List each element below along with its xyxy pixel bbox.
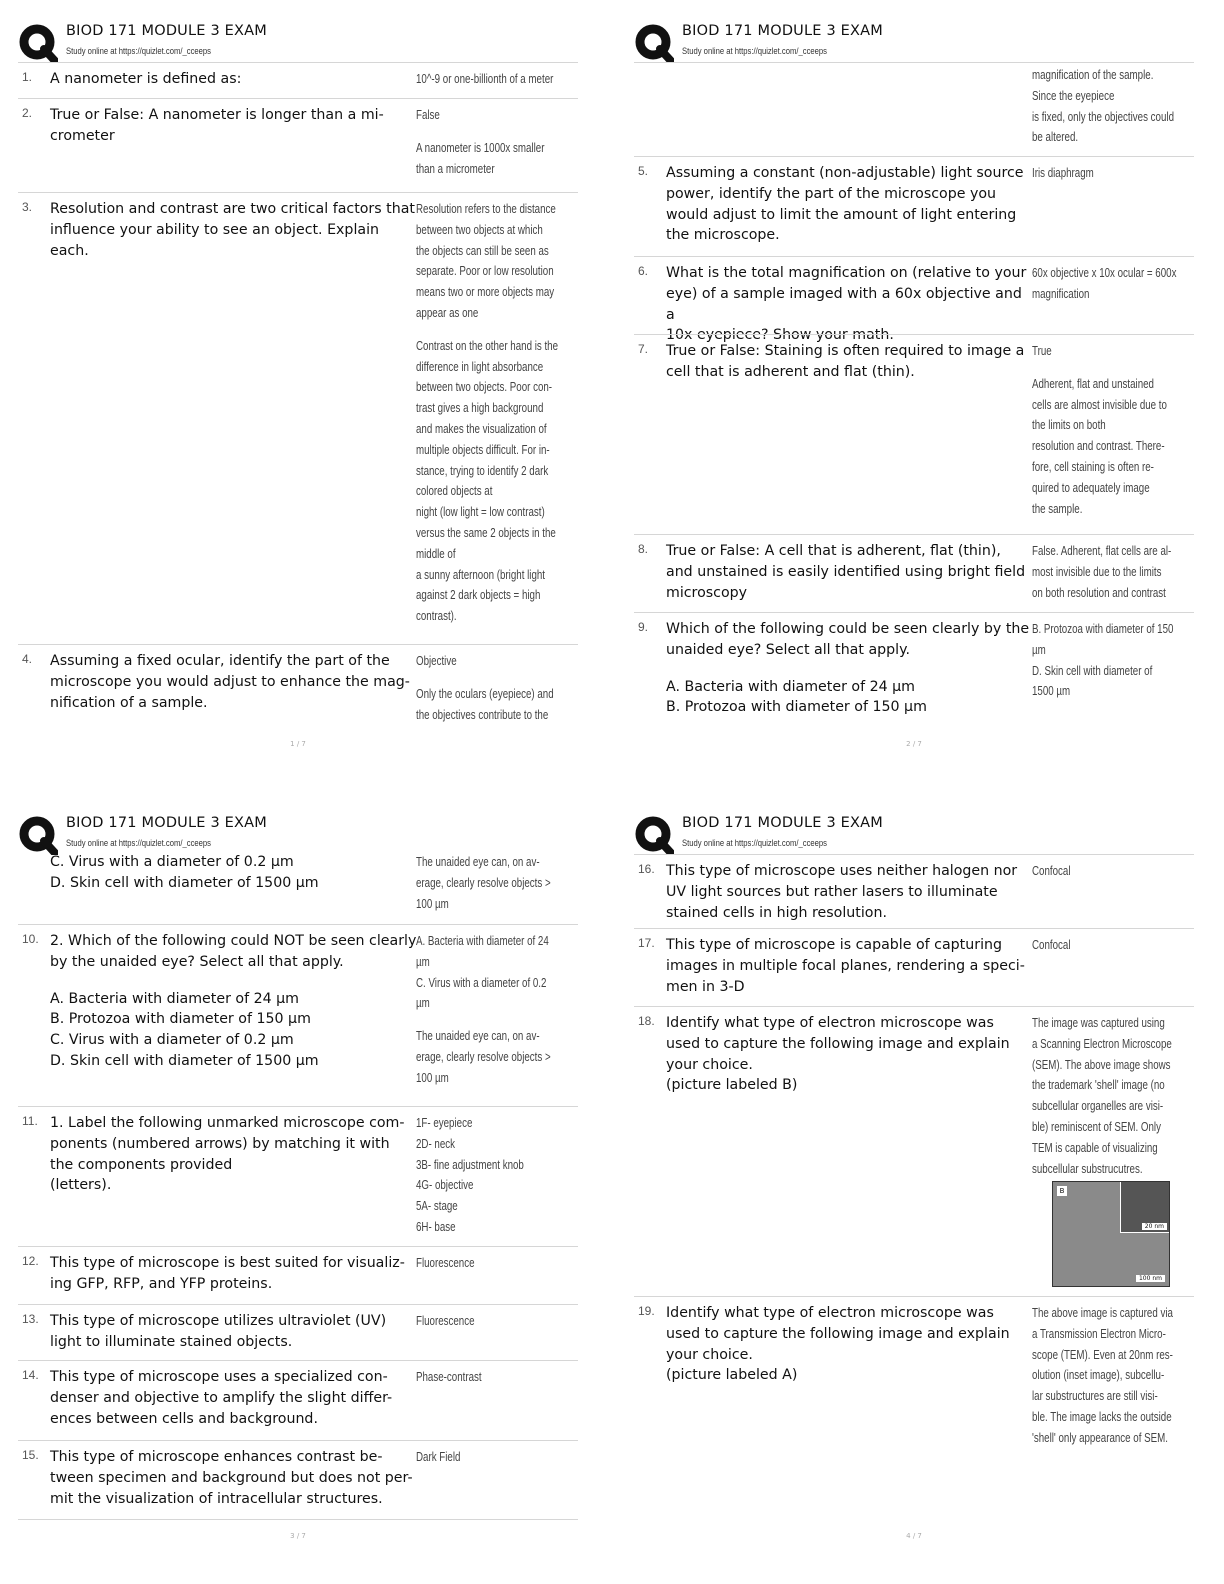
- question-number: 5.: [638, 164, 649, 178]
- question-row: [18, 1106, 578, 1247]
- page-2: [634, 20, 1214, 790]
- question-row: [634, 334, 1194, 535]
- answer-text: The image was captured using a Scanning Electron Microscope (SEM). The above image shows the trademark 'shell' image (no subcellular organelles are visi- ble) reminiscent of SEM. Only TEM is capable of visualizing subcellular substrucutres.: [1032, 1016, 1172, 1176]
- question-row: [18, 1360, 578, 1441]
- question-text: Identify what type of electron microscope was used to capture the following image and explain your choice. (picture labeled B): [666, 1015, 1010, 1094]
- quizlet-logo-icon: [634, 23, 674, 63]
- answer-text: Confocal: [1032, 938, 1071, 952]
- answer-text: True Adherent, flat and unstained cells are almost invisible due to the limits on both resolution and contrast. There- fore, cell staining is often re- quired to adequately image the sample.: [1032, 344, 1167, 516]
- page-number: 3 / 7: [290, 1532, 306, 1540]
- answer-text: Resolution refers to the distance between two objects at which the objects can still be seen as separate. Poor or low resolution means two or more objects may appear as one Contrast on the other hand is the difference in light absorbance between two objects. Poor con- trast gives a high background and makes the visualization of multiple objects difficult. For in- stance, trying to identify 2 dark colored objects at night (low light = low contrast) versus the same 2 objects in the middle of a sunny afternoon (bright light against 2 dark objects = high contrast).: [416, 202, 559, 624]
- answer-text: Confocal: [1032, 864, 1071, 878]
- answer-text: B. Protozoa with diameter of 150 µm D. Skin cell with diameter of 1500 µm: [1032, 622, 1174, 699]
- answer-text: A. Bacteria with diameter of 24 µm C. Virus with a diameter of 0.2 µm The unaided eye can, on av- erage, clearly resolve objects > 100 µm: [416, 934, 551, 1085]
- question-row: [634, 1296, 1194, 1467]
- question-row: [634, 854, 1194, 929]
- answer-text: 1F- eyepiece 2D- neck 3B- fine adjustment knob 4G- objective 5A- stage 6H- base: [416, 1116, 524, 1234]
- quizlet-logo-icon: [18, 23, 58, 63]
- image-label: B: [1057, 1186, 1067, 1196]
- question-row: [18, 1304, 578, 1361]
- question-text: Resolution and contrast are two critical factors that influence your ability to see an object. Explain each.: [50, 201, 415, 259]
- question-number: 9.: [638, 620, 649, 634]
- page-number: 2 / 7: [906, 740, 922, 748]
- question-row: [634, 1006, 1194, 1297]
- question-text: This type of microscope is capable of capturing images in multiple focal planes, rendering a speci- men in 3-D: [666, 937, 1025, 995]
- study-link[interactable]: Study online at https://quizlet.com/_cceeps: [682, 838, 828, 848]
- question-row: [18, 1246, 578, 1305]
- question-number: 12.: [22, 1254, 39, 1268]
- question-row: [18, 192, 578, 645]
- answer-text: 10^-9 or one-billionth of a meter: [416, 72, 554, 86]
- question-text: 1. Label the following unmarked microscope com- ponents (numbered arrows) by matching it with the components provided (letters).: [50, 1115, 405, 1194]
- question-text: Assuming a constant (non-adjustable) light source power, identify the part of the microscope you would adjust to limit the amount of light entering the microscope.: [666, 165, 1024, 244]
- question-number: 15.: [22, 1448, 39, 1462]
- answer-text: Phase-contrast: [416, 1370, 482, 1384]
- page-number: 1 / 7: [290, 740, 306, 748]
- question-row: [18, 98, 578, 193]
- question-number: 8.: [638, 542, 649, 556]
- study-link[interactable]: Study online at https://quizlet.com/_cceeps: [66, 838, 212, 848]
- question-text: This type of microscope is best suited for visualiz- ing GFP, RFP, and YFP proteins.: [50, 1255, 405, 1292]
- question-number: 10.: [22, 932, 39, 946]
- question-text: True or False: A cell that is adherent, flat (thin), and unstained is easily identified using bright field microscopy: [666, 543, 1026, 601]
- question-number: 7.: [638, 342, 649, 356]
- question-row: [18, 1440, 578, 1520]
- question-number: 14.: [22, 1368, 39, 1382]
- question-number: 11.: [22, 1114, 38, 1128]
- question-row: [634, 928, 1194, 1007]
- answer-text: Objective Only the oculars (eyepiece) and the objectives contribute to the: [416, 654, 554, 722]
- question-text: C. Virus with a diameter of 0.2 µm D. Skin cell with diameter of 1500 µm: [50, 854, 319, 891]
- question-number: 2.: [22, 106, 33, 120]
- answer-text: Fluorescence: [416, 1314, 475, 1328]
- question-number: 6.: [638, 264, 649, 278]
- question-row: [18, 644, 578, 735]
- page-number: 4 / 7: [906, 1532, 922, 1540]
- question-number: 1.: [22, 70, 33, 84]
- page-title: BIOD 171 MODULE 3 EXAM: [66, 23, 268, 39]
- page-3: [18, 812, 598, 1582]
- answer-text: The unaided eye can, on av- erage, clearly resolve objects > 100 µm: [416, 855, 551, 911]
- page-title: BIOD 171 MODULE 3 EXAM: [682, 23, 884, 39]
- question-number: 17.: [638, 936, 655, 950]
- question-text: True or False: Staining is often required to image a cell that is adherent and flat (thin).: [666, 343, 1025, 380]
- question-number: 4.: [22, 652, 33, 666]
- question-row: [634, 156, 1194, 257]
- quizlet-logo-icon: [634, 815, 674, 855]
- question-text: Identify what type of electron microscope was used to capture the following image and explain your choice. (picture labeled A): [666, 1305, 1010, 1384]
- inset-scale-bar: 20 nm: [1142, 1223, 1167, 1230]
- inset-image: [1120, 1182, 1169, 1233]
- sem-micrograph-image: [1052, 1181, 1170, 1287]
- question-text: What is the total magnification on (relative to your eye) of a sample imaged with a 60x objective and a 10x eyepiece? Show your math.: [666, 265, 1027, 344]
- page-4: [634, 812, 1214, 1582]
- answer-text: 60x objective x 10x ocular = 600x magnification: [1032, 266, 1177, 301]
- answer-text: The above image is captured via a Transmission Electron Micro- scope (TEM). Even at 20nm res- olution (inset image), subcellu- lar substructures are still visi- ble. The image lacks the outside 'shell' only appearance of SEM.: [1032, 1306, 1173, 1445]
- question-row: [18, 924, 578, 1107]
- answer-text: Fluorescence: [416, 1256, 475, 1270]
- question-text: True or False: A nanometer is longer than a mi- crometer: [50, 107, 384, 144]
- page-title: BIOD 171 MODULE 3 EXAM: [66, 815, 268, 831]
- answer-text: Dark Field: [416, 1450, 461, 1464]
- study-link[interactable]: Study online at https://quizlet.com/_cceeps: [66, 46, 212, 56]
- question-text: A nanometer is defined as:: [50, 71, 242, 87]
- question-text: This type of microscope uses neither halogen nor UV light sources but rather lasers to illuminate stained cells in high resolution.: [666, 863, 1018, 921]
- question-row: [634, 534, 1194, 613]
- question-text: This type of microscope enhances contrast be- tween specimen and background but does not per- mit the visualization of intracellular structures.: [50, 1449, 413, 1507]
- answer-text: False. Adherent, flat cells are al- most invisible due to the limits on both resolution and contrast: [1032, 544, 1172, 600]
- question-number: 3.: [22, 200, 33, 214]
- question-number: 18.: [638, 1014, 655, 1028]
- question-text: 2. Which of the following could NOT be seen clearly by the unaided eye? Select all that apply. A. Bacteria with diameter of 24 µm B. Protozoa with diameter of 150 µm C. Virus with a diameter of 0.2 µm D. Skin cell with diameter of 1500 µm: [50, 933, 417, 1069]
- question-number: 13.: [22, 1312, 39, 1326]
- question-text: This type of microscope uses a specialized con- denser and objective to amplify the slight differ- ences between cells and background.: [50, 1369, 393, 1427]
- question-continuation: [18, 846, 578, 924]
- question-number: 16.: [638, 862, 655, 876]
- question-text: This type of microscope utilizes ultraviolet (UV) light to illuminate stained objects.: [50, 1313, 387, 1350]
- page-1: [18, 20, 598, 790]
- answer-text: Iris diaphragm: [1032, 166, 1094, 180]
- question-row: [634, 256, 1194, 344]
- answer-text: False A nanometer is 1000x smaller than a micrometer: [416, 108, 545, 176]
- question-text: Assuming a fixed ocular, identify the part of the microscope you would adjust to enhance the mag- nification of a sample.: [50, 653, 410, 711]
- page-title: BIOD 171 MODULE 3 EXAM: [682, 815, 884, 831]
- question-row: [634, 612, 1194, 733]
- question-text: Which of the following could be seen clearly by the unaided eye? Select all that apply. A. Bacteria with diameter of 24 µm B. Protozoa with diameter of 150 µm: [666, 621, 1030, 716]
- study-link[interactable]: Study online at https://quizlet.com/_cceeps: [682, 46, 828, 56]
- answer-continuation: [634, 62, 1194, 157]
- question-row: [18, 62, 578, 99]
- answer-text: magnification of the sample. Since the eyepiece is fixed, only the objectives could be altered.: [1032, 68, 1174, 145]
- scale-bar: 100 nm: [1136, 1275, 1165, 1282]
- question-number: 19.: [638, 1304, 655, 1318]
